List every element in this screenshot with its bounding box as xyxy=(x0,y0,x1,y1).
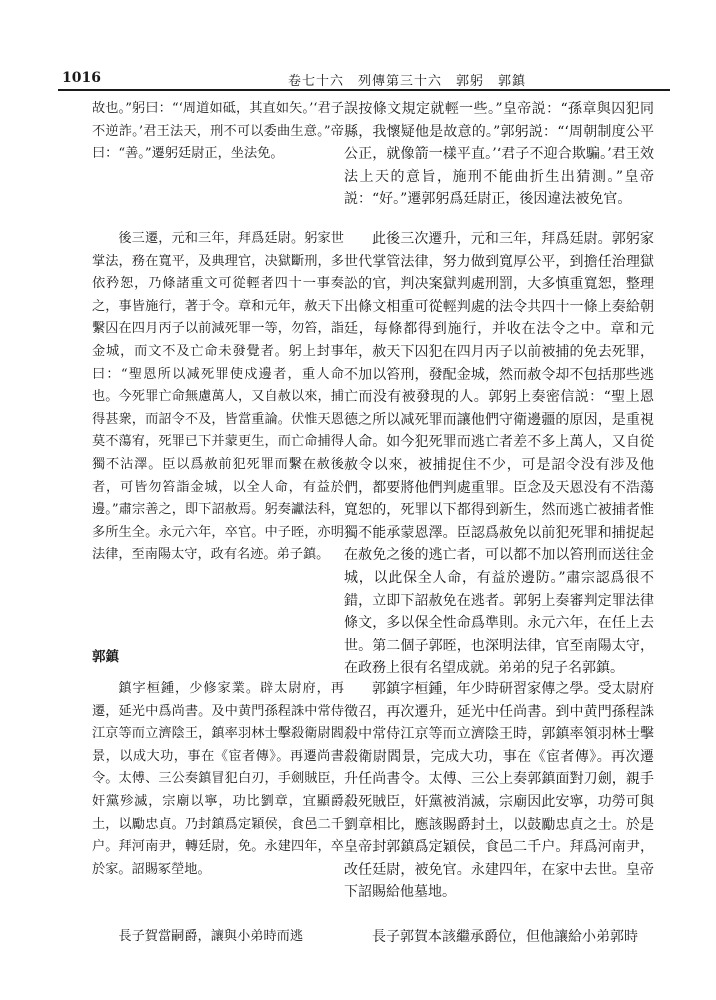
right-block-1 xyxy=(344,98,654,211)
page-number: 1016 xyxy=(62,70,101,86)
left-paragraph: 故也。”躬曰：“‘周道如砥，其直如矢。’‘君子不逆詐。’君王法天，刑不可以委曲生意。”帝曰：“善。”遷躬廷尉正，坐法免。 xyxy=(92,101,344,162)
left-block-1 xyxy=(92,98,344,166)
right-paragraph: 誤按條文規定就輕一些。”皇帝説：“孫章與囚犯同縣，我懷疑他是故意的。”郭躬説：“‘周朝制度公平公正，就像箭一樣平直。’‘君子不迎合欺騙。’君王效法上天的意旨，施刑不能曲折生出猜測。”皇帝説：“好。”遷郭躬爲廷尉正，後因違法被免官。 xyxy=(344,101,654,208)
left-paragraph: 後三遷，元和三年，拜爲廷尉。躬家世掌法，務在寬平，及典理官，决獄斷刑，多依矜恕，乃條諸重文可從輕者四十一事奏之，事皆施行，著于令。章和元年，赦天下繫囚在四月丙子以前減死罪一等，勿笞，詣金城，而文不及亡命未發覺者。躬上封事曰：“聖恩所以减死罪使戍邊者，重人命也。今死罪亡命無慮萬人，又自赦以來，捕得甚衆，而詔令不及，皆當重論。伏惟天恩莫不蕩宥，死罪已下并蒙更生，而亡命捕得獨不沾澤。臣以爲赦前犯死罪而繫在赦後者，可皆勿笞詣金城，以全人命，有益於邊。”肅宗善之，即下詔赦焉。躬奏讞法科，多所生全。永元六年，卒官。中子晊，亦明法律，至南陽太守，政有名迹。弟子鎮。 xyxy=(92,231,344,563)
page-header xyxy=(58,62,670,88)
left-block-4 xyxy=(92,926,344,949)
left-section-title xyxy=(92,646,344,668)
left-block-2 xyxy=(92,228,344,567)
section-title: 郭鎮 xyxy=(92,649,119,665)
right-paragraph: 長子郭賀本該繼承爵位，但他讓給小弟郭時 xyxy=(372,929,638,945)
right-paragraph: 此後三次遷升，元和三年，拜爲廷尉。郭躬家世代掌管法律，努力做到寬厚公平，到擔任治理獄訟的官，判决案獄判處刑罰，大多慎重寬恕，整理出條文相重可從輕判處的法令共四十一條上奏給朝廷，每條都得到施行，并收在法令之中。章和元年，赦天下囚犯在四月丙子以前被捕的免去死罪，不加以笞刑，發配金城，然而赦令却不包括那些逃亡而没有被發現的人。郭躬上奏密信説：“聖上恩德之所以减死罪而讓他們守衛邊疆的原因，是重視人命。如今犯死罪而逃亡者差不多上萬人，又自從赦令以來，被捕捉住不少，可是詔令没有涉及他們，都要將他們判處重罪。臣念及天恩没有不浩蕩寬恕的，死罪以下都得到新生，然而逃亡被捕者惟獨不能承蒙恩澤。臣認爲赦免以前犯死罪和捕捉起在赦免之後的逃亡者，可以都不加以笞刑而送往金城，以此保全人命，有益於邊防。”肅宗認爲很不錯，立即下詔赦免在逃者。郭躬上奏審判定罪法律條文，多以保全性命爲準則。永元六年，在任上去世。第二個子郭晊，也深明法律，官至南陽太守，在政務上很有名望成就。弟弟的兒子名郭鎮。 xyxy=(344,231,654,677)
right-block-4 xyxy=(344,926,654,949)
running-head: 卷七十六 列傳第三十六 郭躬 郭鎮 xyxy=(288,74,527,89)
right-block-2 xyxy=(344,228,654,680)
right-paragraph: 郭鎮字桓鍾，年少時研習家傳之學。受太尉府徵召，再次遷升，延光中任尚書。到中黄門孫程誅殺中常侍江京等而立濟陰王時，郭鎮率領羽林士擊殺衛尉閻景，完成大功，事在《宦者傳》。再次遷升任尚書令。太傅、三公上奏郭鎮面對刀劍，親手殺死賊臣，奸黨被消滅，宗廟因此安寧，功勞可與劉章相比，應該賜爵封土，以鼓勵忠貞之士。於是皇帝封郭鎮爲定穎侯，食邑二千户。拜爲河南尹，改任廷尉，被免官。永建四年，在家中去世。皇帝下詔賜給他墓地。 xyxy=(344,681,654,901)
left-paragraph: 鎮字桓鍾，少修家業。辟太尉府，再遷，延光中爲尚書。及中黄門孫程誅中常侍江京等而立濟陰王，鎮率羽林士擊殺衛尉閻景，以成大功，事在《宦者傳》。再遷尚書令。太傅、三公奏鎮冒犯白刃，手劍賊臣，奸黨殄滅，宗廟以寧，功比劉章，宜顯爵土，以勵忠貞。乃封鎮爲定穎侯，食邑二千户。拜河南尹，轉廷尉，免。永建四年，卒於家。詔賜冢塋地。 xyxy=(92,681,344,877)
left-paragraph: 長子賀當嗣爵，讓與小弟時而逃 xyxy=(118,929,304,944)
header-rule xyxy=(58,89,670,91)
right-block-3 xyxy=(344,678,654,904)
left-block-3 xyxy=(92,678,344,881)
